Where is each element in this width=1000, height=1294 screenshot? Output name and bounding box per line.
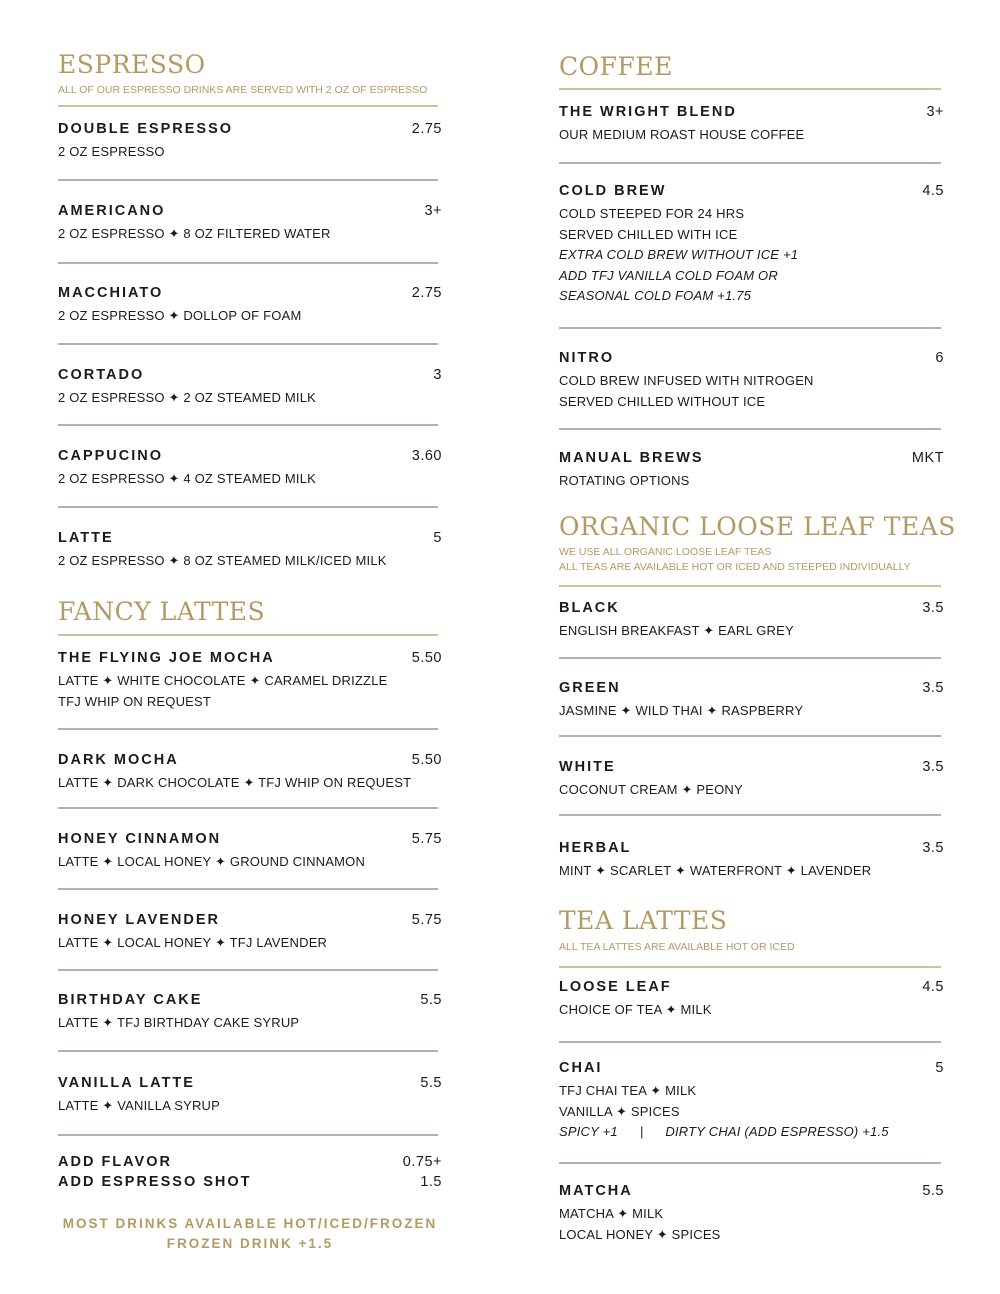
menu-item-double-espresso bbox=[58, 120, 442, 163]
item-name: VANILLA LATTE bbox=[58, 1075, 195, 1091]
item-name: LATTE bbox=[58, 530, 114, 546]
menu-item-nitro bbox=[559, 349, 944, 412]
item-name: DOUBLE ESPRESSO bbox=[58, 121, 234, 137]
item-description: COLD BREW INFUSED WITH NITROGEN bbox=[559, 373, 814, 388]
item-option: SPICY +1 bbox=[559, 1124, 618, 1139]
item-price: 5 bbox=[935, 1060, 944, 1076]
divider bbox=[559, 88, 941, 90]
addon-price: 0.75+ bbox=[402, 1154, 442, 1170]
menu-item-green-tea bbox=[559, 679, 944, 722]
menu-item-flying-joe-mocha bbox=[58, 649, 442, 712]
menu-item-latte bbox=[58, 529, 442, 572]
item-price: 4.5 bbox=[922, 183, 944, 199]
item-description: LATTE ✦ TFJ BIRTHDAY CAKE SYRUP bbox=[58, 1015, 300, 1030]
item-name: THE WRIGHT BLEND bbox=[559, 104, 737, 120]
item-description: MINT ✦ SCARLET ✦ WATERFRONT ✦ LAVENDER bbox=[559, 863, 872, 878]
item-description: LATTE ✦ LOCAL HONEY ✦ GROUND CINNAMON bbox=[58, 854, 366, 869]
item-price: 3+ bbox=[926, 104, 944, 120]
teas-note: ALL TEAS ARE AVAILABLE HOT OR ICED AND STEEPED INDIVIDUALLY bbox=[559, 561, 911, 573]
menu-item-loose-leaf-latte bbox=[559, 978, 944, 1021]
item-description: LATTE ✦ WHITE CHOCOLATE ✦ CARAMEL DRIZZLE bbox=[58, 673, 388, 688]
divider bbox=[559, 585, 941, 587]
item-name: CAPPUCINO bbox=[58, 448, 164, 464]
item-name: THE FLYING JOE MOCHA bbox=[58, 650, 275, 666]
divider bbox=[58, 105, 438, 107]
item-price: 2.75 bbox=[411, 285, 442, 301]
item-description: 2 OZ ESPRESSO ✦ 4 OZ STEAMED MILK bbox=[58, 471, 317, 486]
menu-item-manual-brews bbox=[559, 449, 944, 492]
menu-item-honey-cinnamon bbox=[58, 830, 442, 873]
teas-note: WE USE ALL ORGANIC LOOSE LEAF TEAS bbox=[559, 546, 772, 558]
item-price: 3.5 bbox=[922, 759, 944, 775]
item-description: 2 OZ ESPRESSO ✦ 8 OZ FILTERED WATER bbox=[58, 226, 331, 241]
item-price: 5 bbox=[433, 530, 442, 546]
item-description: MATCHA ✦ MILK bbox=[559, 1206, 664, 1221]
item-name: CORTADO bbox=[58, 367, 145, 383]
item-description: 2 OZ ESPRESSO ✦ 2 OZ STEAMED MILK bbox=[58, 390, 317, 405]
item-description: COCONUT CREAM ✦ PEONY bbox=[559, 782, 743, 797]
item-description: TFJ CHAI TEA ✦ MILK bbox=[559, 1083, 697, 1098]
menu-item-birthday-cake bbox=[58, 991, 442, 1034]
item-description: TFJ WHIP ON REQUEST bbox=[58, 693, 212, 709]
item-name: COLD BREW bbox=[559, 183, 667, 199]
divider bbox=[559, 327, 941, 329]
menu-item-honey-lavender bbox=[58, 911, 442, 954]
menu-item-cortado bbox=[58, 366, 442, 409]
divider bbox=[559, 966, 941, 968]
item-name: BLACK bbox=[559, 600, 620, 616]
item-price: 3.60 bbox=[411, 448, 442, 464]
menu-item-chai bbox=[559, 1059, 944, 1143]
item-name: HONEY CINNAMON bbox=[58, 831, 222, 847]
teas-section-title: ORGANIC LOOSE LEAF TEAS bbox=[559, 512, 956, 541]
footer-line: MOST DRINKS AVAILABLE HOT/ICED/FROZEN bbox=[62, 1216, 438, 1231]
item-price: 3.5 bbox=[922, 840, 944, 856]
item-name: MACCHIATO bbox=[58, 285, 164, 301]
item-description: 2 OZ ESPRESSO ✦ 8 OZ STEAMED MILK/ICED MILK bbox=[58, 553, 387, 568]
divider bbox=[559, 814, 941, 816]
item-price: 3.5 bbox=[922, 600, 944, 616]
addon-price: 1.5 bbox=[420, 1174, 442, 1190]
addon-add-flavor bbox=[58, 1152, 442, 1172]
item-name: AMERICANO bbox=[58, 203, 166, 219]
divider bbox=[559, 1041, 941, 1043]
item-price: 5.5 bbox=[922, 1183, 944, 1199]
item-name: NITRO bbox=[559, 350, 615, 366]
tea-lattes-section-title: TEA LATTES bbox=[559, 906, 728, 935]
espresso-note: ALL OF OUR ESPRESSO DRINKS ARE SERVED WITH 2 OZ OF ESPRESSO bbox=[58, 84, 428, 96]
divider bbox=[58, 1050, 438, 1052]
espresso-section-title: ESPRESSO bbox=[58, 50, 206, 79]
item-price: 6 bbox=[935, 350, 944, 366]
item-description: SERVED CHILLED WITH ICE bbox=[559, 226, 738, 242]
menu-item-cappucino bbox=[58, 447, 442, 490]
item-name: MANUAL BREWS bbox=[559, 450, 704, 466]
addon-add-espresso-shot bbox=[58, 1172, 442, 1192]
menu-item-white-tea bbox=[559, 758, 944, 801]
item-description: LATTE ✦ LOCAL HONEY ✦ TFJ LAVENDER bbox=[58, 935, 328, 950]
item-description: ROTATING OPTIONS bbox=[559, 473, 690, 488]
add-ons bbox=[58, 1152, 442, 1192]
item-price: 3.5 bbox=[922, 680, 944, 696]
menu-item-wright-blend bbox=[559, 103, 944, 146]
item-option: DIRTY CHAI (ADD ESPRESSO) +1.5 bbox=[665, 1124, 889, 1139]
divider bbox=[58, 424, 438, 426]
item-option: ADD TFJ VANILLA COLD FOAM OR bbox=[559, 267, 778, 283]
item-description: LATTE ✦ VANILLA SYRUP bbox=[58, 1098, 220, 1113]
item-price: 5.50 bbox=[411, 650, 442, 666]
separator: | bbox=[639, 1124, 644, 1139]
item-price: 5.75 bbox=[411, 831, 442, 847]
menu-item-matcha bbox=[559, 1182, 944, 1245]
item-description: LOCAL HONEY ✦ SPICES bbox=[559, 1226, 721, 1242]
item-description: VANILLA ✦ SPICES bbox=[559, 1103, 680, 1119]
item-price: 4.5 bbox=[922, 979, 944, 995]
divider bbox=[58, 807, 438, 809]
menu-item-dark-mocha bbox=[58, 751, 442, 794]
addon-name: ADD FLAVOR bbox=[58, 1154, 172, 1170]
item-description: COLD STEEPED FOR 24 HRS bbox=[559, 206, 745, 221]
addon-name: ADD ESPRESSO SHOT bbox=[58, 1174, 252, 1190]
divider bbox=[559, 1162, 941, 1164]
item-price: 5.5 bbox=[420, 992, 442, 1008]
divider bbox=[559, 735, 941, 737]
divider bbox=[58, 343, 438, 345]
item-name: MATCHA bbox=[559, 1183, 633, 1199]
item-price: 5.50 bbox=[411, 752, 442, 768]
item-options bbox=[559, 1122, 944, 1143]
menu-item-vanilla-latte bbox=[58, 1074, 442, 1117]
item-price: 2.75 bbox=[411, 121, 442, 137]
divider bbox=[559, 162, 941, 164]
divider bbox=[559, 657, 941, 659]
item-option: SEASONAL COLD FOAM +1.75 bbox=[559, 288, 752, 303]
item-description: 2 OZ ESPRESSO ✦ DOLLOP OF FOAM bbox=[58, 308, 302, 323]
menu-item-americano bbox=[58, 202, 442, 245]
tea-lattes-note: ALL TEA LATTES ARE AVAILABLE HOT OR ICED bbox=[559, 941, 795, 953]
item-name: BIRTHDAY CAKE bbox=[58, 992, 203, 1008]
item-price: 5.5 bbox=[420, 1075, 442, 1091]
item-name: DARK MOCHA bbox=[58, 752, 179, 768]
divider bbox=[58, 634, 438, 636]
item-name: WHITE bbox=[559, 759, 616, 775]
item-price: MKT bbox=[911, 450, 944, 466]
menu-item-macchiato bbox=[58, 284, 442, 327]
menu-item-cold-brew bbox=[559, 182, 944, 307]
item-price: 3 bbox=[433, 367, 442, 383]
divider bbox=[58, 262, 438, 264]
divider bbox=[58, 888, 438, 890]
item-name: GREEN bbox=[559, 680, 621, 696]
menu-item-herbal-tea bbox=[559, 839, 944, 882]
divider bbox=[559, 428, 941, 430]
item-name: HERBAL bbox=[559, 840, 632, 856]
item-description: LATTE ✦ DARK CHOCOLATE ✦ TFJ WHIP ON REQUEST bbox=[58, 775, 412, 790]
item-option: EXTRA COLD BREW WITHOUT ICE +1 bbox=[559, 247, 799, 262]
footer-note bbox=[58, 1214, 442, 1254]
item-description: ENGLISH BREAKFAST ✦ EARL GREY bbox=[559, 623, 794, 638]
item-price: 5.75 bbox=[411, 912, 442, 928]
menu-item-black-tea bbox=[559, 599, 944, 642]
item-name: CHAI bbox=[559, 1060, 603, 1076]
item-name: LOOSE LEAF bbox=[559, 979, 672, 995]
coffee-section-title: COFFEE bbox=[559, 52, 673, 81]
item-description: CHOICE OF TEA ✦ MILK bbox=[559, 1002, 712, 1017]
fancy-lattes-section-title: FANCY LATTES bbox=[58, 597, 266, 626]
item-description: 2 OZ ESPRESSO bbox=[58, 144, 165, 159]
footer-line: FROZEN DRINK +1.5 bbox=[166, 1236, 334, 1251]
item-price: 3+ bbox=[424, 203, 442, 219]
item-description: SERVED CHILLED WITHOUT ICE bbox=[559, 393, 766, 409]
item-name: HONEY LAVENDER bbox=[58, 912, 221, 928]
item-description: OUR MEDIUM ROAST HOUSE COFFEE bbox=[559, 127, 805, 142]
item-description: JASMINE ✦ WILD THAI ✦ RASPBERRY bbox=[559, 703, 804, 718]
divider bbox=[58, 969, 438, 971]
divider bbox=[58, 179, 438, 181]
divider bbox=[58, 1134, 438, 1136]
divider bbox=[58, 728, 438, 730]
divider bbox=[58, 506, 438, 508]
